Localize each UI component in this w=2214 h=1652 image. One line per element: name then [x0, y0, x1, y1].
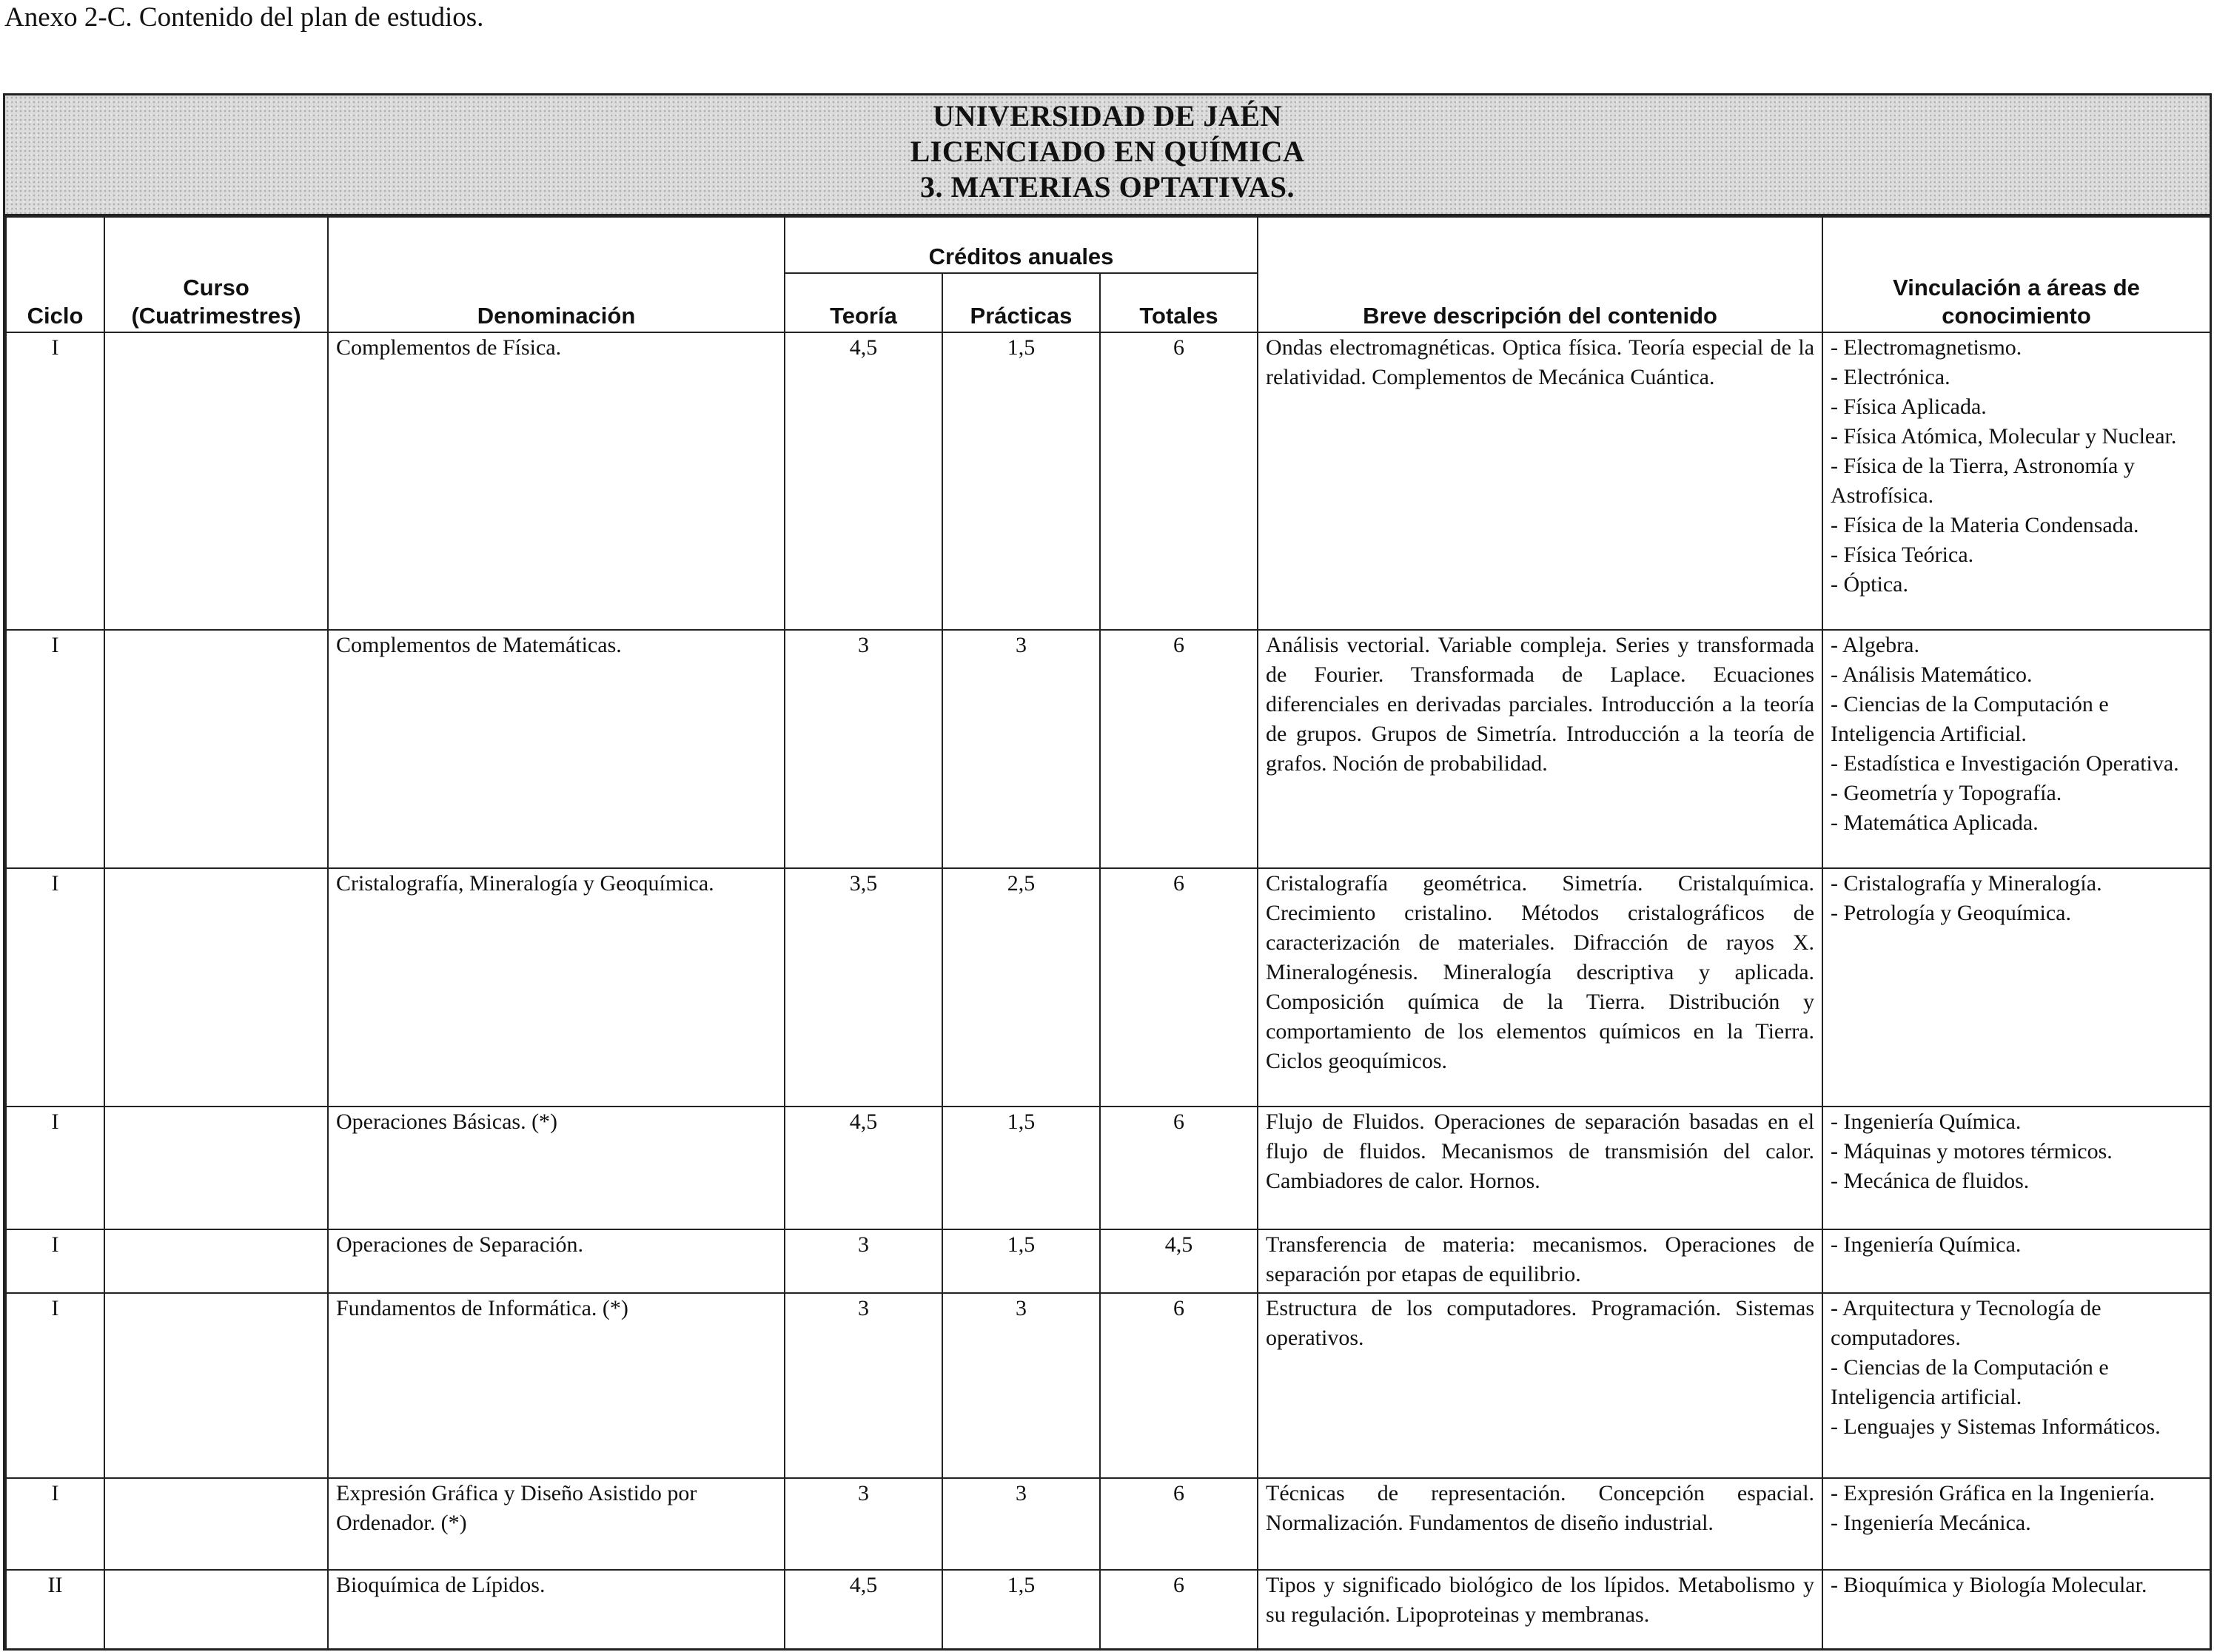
subjects-table — [5, 216, 2211, 1651]
subjects-sheet — [3, 93, 2212, 1651]
subject-name: Complementos de Matemáticas. — [328, 630, 785, 868]
degree-name: LICENCIADO EN QUÍMICA — [910, 135, 1305, 168]
header-creditos-anuales: Créditos anuales — [785, 217, 1258, 273]
ciclo-cell: I — [6, 332, 104, 630]
totales-credits: 4,5 — [1100, 1229, 1258, 1293]
ciclo-cell: II — [6, 1570, 104, 1651]
content-description: Tipos y significado biológico de los lípidos. Metabolismo y su regulación. Lipoproteinas y membranas. — [1258, 1570, 1822, 1651]
area-item: - Petrología y Geoquímica. — [1831, 901, 2071, 925]
knowledge-areas — [1822, 1107, 2210, 1229]
totales-credits: 6 — [1100, 868, 1258, 1107]
header-denominacion: Denominación — [328, 217, 785, 332]
area-item: - Física de la Tierra, Astronomía y Astrofísica. — [1831, 454, 2135, 508]
area-item: - Arquitectura y Tecnología de computadores. — [1831, 1296, 2101, 1350]
content-description: Estructura de los computadores. Programación. Sistemas operativos. — [1258, 1293, 1822, 1478]
area-item: - Ciencias de la Computación e Inteligencia artificial. — [1831, 1355, 2109, 1409]
curso-cell — [104, 868, 328, 1107]
ciclo-cell: I — [6, 1107, 104, 1229]
table-row — [6, 1570, 2210, 1651]
curso-cell — [104, 1229, 328, 1293]
table-row — [6, 1293, 2210, 1478]
content-description: Técnicas de representación. Concepción espacial. Normalización. Fundamentos de diseño industrial. — [1258, 1478, 1822, 1570]
table-row — [6, 1478, 2210, 1570]
header-ciclo: Ciclo — [6, 217, 104, 332]
teoria-credits: 4,5 — [785, 332, 942, 630]
content-description: Flujo de Fluidos. Operaciones de separación basadas en el flujo de fluidos. Mecanismos de transmisión del calor. Cambiadores de calor. Hornos. — [1258, 1107, 1822, 1229]
totales-credits: 6 — [1100, 1107, 1258, 1229]
area-item: - Física Aplicada. — [1831, 394, 1987, 419]
totales-credits: 6 — [1100, 1570, 1258, 1651]
subject-name: Complementos de Física. — [328, 332, 785, 630]
table-row — [6, 1229, 2210, 1293]
header-descripcion: Breve descripción del contenido — [1258, 217, 1822, 332]
area-item: - Bioquímica y Biología Molecular. — [1831, 1573, 2147, 1597]
practicas-credits: 1,5 — [942, 1229, 1100, 1293]
section-title: 3. MATERIAS OPTATIVAS. — [920, 170, 1295, 204]
curso-cell — [104, 332, 328, 630]
practicas-credits: 3 — [942, 1478, 1100, 1570]
area-item: - Expresión Gráfica en la Ingeniería. — [1831, 1481, 2156, 1505]
title-banner — [5, 95, 2210, 216]
area-item: - Óptica. — [1831, 572, 1908, 597]
curso-cell — [104, 1478, 328, 1570]
content-description: Transferencia de materia: mecanismos. Operaciones de separación por etapas de equilibrio. — [1258, 1229, 1822, 1293]
area-item: - Ingeniería Química. — [1831, 1109, 2022, 1134]
knowledge-areas — [1822, 1229, 2210, 1293]
knowledge-areas — [1822, 1478, 2210, 1570]
header-vinculacion: Vinculación a áreas de conocimiento — [1822, 217, 2210, 332]
table-row — [6, 1107, 2210, 1229]
practicas-credits: 3 — [942, 630, 1100, 868]
ciclo-cell: I — [6, 1293, 104, 1478]
practicas-credits: 1,5 — [942, 332, 1100, 630]
curso-cell — [104, 1293, 328, 1478]
knowledge-areas — [1822, 868, 2210, 1107]
ciclo-cell: I — [6, 630, 104, 868]
area-item: - Matemática Aplicada. — [1831, 810, 2039, 835]
knowledge-areas — [1822, 1570, 2210, 1651]
content-description: Cristalografía geométrica. Simetría. Cristalquímica. Crecimiento cristalino. Métodos cristalográficos de caracterización de materiales. Difracción de rayos X. Mineralogénesis. Mineralogía descriptiva y aplicada. Composición química de la Tierra. Distribución y comportamiento de los elementos químicos en la Tierra. Ciclos geoquímicos. — [1258, 868, 1822, 1107]
table-row — [6, 630, 2210, 868]
totales-credits: 6 — [1100, 1293, 1258, 1478]
area-item: - Electromagnetismo. — [1831, 335, 2022, 360]
annex-title: Anexo 2-C. Contenido del plan de estudios. — [4, 2, 484, 33]
area-item: - Geometría y Topografía. — [1831, 781, 2062, 805]
ciclo-cell: I — [6, 1478, 104, 1570]
table-row — [6, 868, 2210, 1107]
area-item: - Máquinas y motores térmicos. — [1831, 1139, 2113, 1164]
area-item: - Cristalografía y Mineralogía. — [1831, 871, 2102, 896]
teoria-credits: 3 — [785, 1478, 942, 1570]
practicas-credits: 1,5 — [942, 1107, 1100, 1229]
knowledge-areas — [1822, 630, 2210, 868]
header-totales: Totales — [1100, 273, 1258, 332]
area-item: - Ingeniería Mecánica. — [1831, 1511, 2031, 1535]
content-description: Análisis vectorial. Variable compleja. Series y transformada de Fourier. Transformada de Laplace. Ecuaciones diferenciales en derivadas parciales. Introducción a la teoría de grupos. Grupos de Simetría. Introducción a la teoría de grafos. Noción de probabilidad. — [1258, 630, 1822, 868]
practicas-credits: 1,5 — [942, 1570, 1100, 1651]
header-teoria: Teoría — [785, 273, 942, 332]
curso-cell — [104, 630, 328, 868]
university-name: UNIVERSIDAD DE JAÉN — [933, 99, 1282, 132]
totales-credits: 6 — [1100, 1478, 1258, 1570]
subject-name: Operaciones de Separación. — [328, 1229, 785, 1293]
knowledge-areas — [1822, 1293, 2210, 1478]
subject-name: Bioquímica de Lípidos. — [328, 1570, 785, 1651]
teoria-credits: 3,5 — [785, 868, 942, 1107]
area-item: - Análisis Matemático. — [1831, 662, 2033, 687]
header-practicas: Prácticas — [942, 273, 1100, 332]
area-item: - Algebra. — [1831, 633, 1919, 657]
knowledge-areas — [1822, 332, 2210, 630]
totales-credits: 6 — [1100, 630, 1258, 868]
area-item: - Estadística e Investigación Operativa. — [1831, 751, 2179, 776]
subject-name: Operaciones Básicas. (*) — [328, 1107, 785, 1229]
practicas-credits: 2,5 — [942, 868, 1100, 1107]
area-item: - Física Teórica. — [1831, 543, 1974, 567]
header-curso: Curso (Cuatrimestres) — [104, 217, 328, 332]
area-item: - Física de la Materia Condensada. — [1831, 513, 2139, 537]
area-item: - Mecánica de fluidos. — [1831, 1169, 2030, 1193]
teoria-credits: 3 — [785, 1229, 942, 1293]
table-row — [6, 332, 2210, 630]
ciclo-cell: I — [6, 1229, 104, 1293]
subject-name: Expresión Gráfica y Diseño Asistido por Ordenador. (*) — [328, 1478, 785, 1570]
teoria-credits: 4,5 — [785, 1570, 942, 1651]
subject-name: Fundamentos de Informática. (*) — [328, 1293, 785, 1478]
curso-cell — [104, 1570, 328, 1651]
teoria-credits: 4,5 — [785, 1107, 942, 1229]
area-item: - Física Atómica, Molecular y Nuclear. — [1831, 424, 2177, 449]
practicas-credits: 3 — [942, 1293, 1100, 1478]
content-description: Ondas electromagnéticas. Optica física. Teoría especial de la relatividad. Complementos de Mecánica Cuántica. — [1258, 332, 1822, 630]
area-item: - Lenguajes y Sistemas Informáticos. — [1831, 1414, 2161, 1439]
subject-name: Cristalografía, Mineralogía y Geoquímica. — [328, 868, 785, 1107]
ciclo-cell: I — [6, 868, 104, 1107]
area-item: - Electrónica. — [1831, 365, 1950, 389]
area-item: - Ciencias de la Computación e Inteligencia Artificial. — [1831, 692, 2109, 746]
teoria-credits: 3 — [785, 630, 942, 868]
teoria-credits: 3 — [785, 1293, 942, 1478]
totales-credits: 6 — [1100, 332, 1258, 630]
curso-cell — [104, 1107, 328, 1229]
area-item: - Ingeniería Química. — [1831, 1232, 2022, 1257]
